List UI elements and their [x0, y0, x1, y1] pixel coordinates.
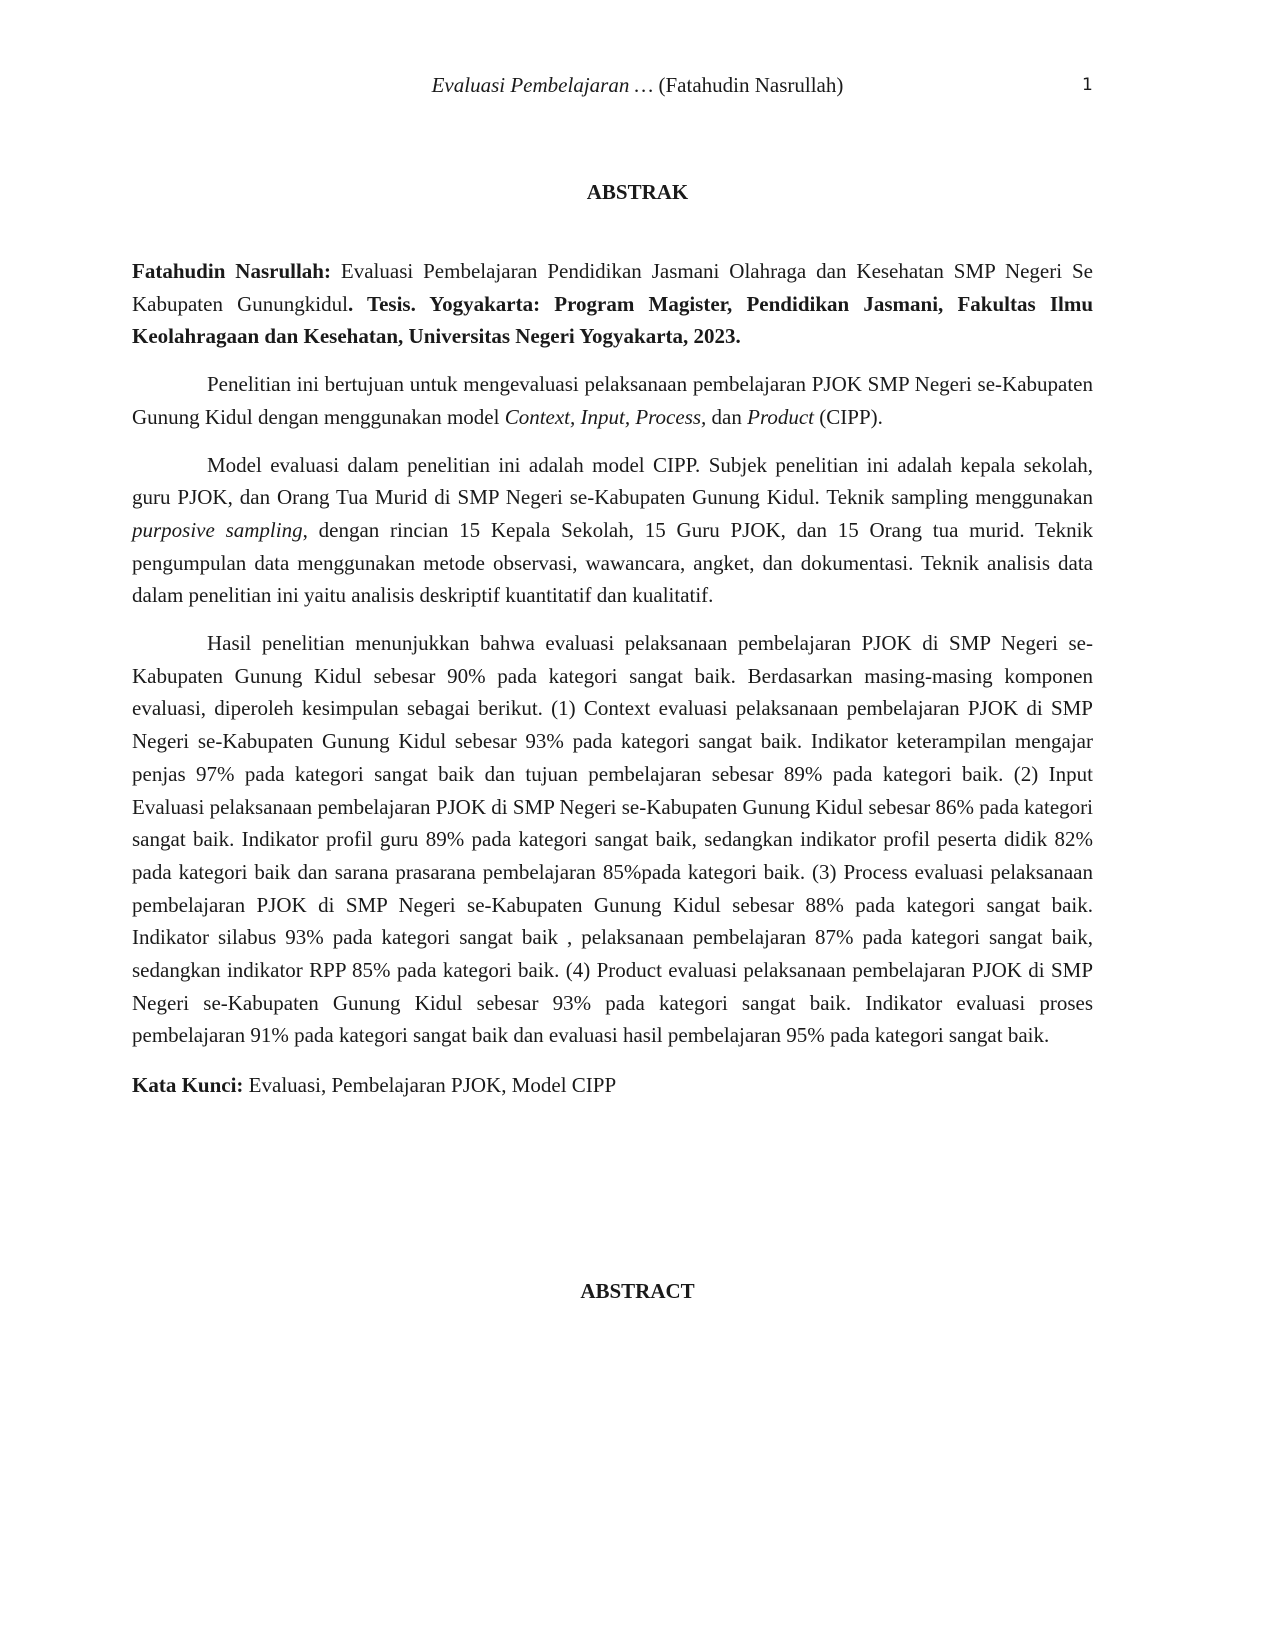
- citation-author: Fatahudin Nasrullah:: [132, 259, 331, 283]
- purpose-model-terms: Context, Input, Process,: [504, 404, 707, 429]
- purpose-text-conj: dan: [706, 404, 748, 429]
- abstract-paragraph-method: [132, 449, 1093, 613]
- keywords: [132, 1069, 1093, 1102]
- purpose-text-end: (CIPP).: [814, 404, 883, 429]
- keywords-value: Evaluasi, Pembelajaran PJOK, Model CIPP: [243, 1073, 617, 1098]
- method-text: Model evaluasi dalam penelitian ini adalah model CIPP. Subjek penelitian ini adalah kepala sekolah, guru PJOK, dan Orang Tua Murid di SMP Negeri se-Kabupaten Gunung Kidul. Teknik sampling menggunakan: [132, 452, 1093, 510]
- citation-title: Evaluasi Pembelajaran Pendidikan Jasmani Olahraga dan Kesehatan SMP Negeri Se Kabupaten Gunungkidul: [132, 259, 1093, 316]
- running-title: Evaluasi Pembelajaran …: [431, 73, 654, 97]
- abstrak-heading: ABSTRAK: [586, 180, 689, 204]
- citation-publication: . Tesis. Yogyakarta: Program Magister, Pendidikan Jasmani, Fakultas Ilmu Keolahragaan dan Kesehatan, Universitas Negeri Yogyakarta, 2023.: [132, 291, 1094, 349]
- page-number: 1: [1082, 75, 1093, 95]
- abstract-heading: ABSTRACT: [580, 1279, 695, 1303]
- citation: [132, 255, 1093, 353]
- method-sampling-term: purposive sampling: [132, 517, 303, 542]
- purpose-model-product: Product: [747, 404, 815, 429]
- method-text-end: , dengan rincian 15 Kepala Sekolah, 15 Guru PJOK, dan 15 Orang tua murid. Teknik pengumpulan data menggunakan metode observasi, wawancara, angket, dan dokumentasi. Teknik analisis data dalam penelitian ini yaitu analisis deskriptif kuantitatif dan kualitatif.: [132, 517, 1094, 608]
- abstract-paragraph-results: Hasil penelitian menunjukkan bahwa evaluasi pelaksanaan pembelajaran PJOK di SMP Negeri se-Kabupaten Gunung Kidul sebesar 90% pada kategori sangat baik. Berdasarkan masing-masing komponen evaluasi, diperoleh kesimpulan sebagai berikut. (1) Context evaluasi pelaksanaan pembelajaran PJOK di SMP Negeri se-Kabupaten Gunung Kidul sebesar 93% pada kategori sangat baik. Indikator keterampilan mengajar penjas 97% pada kategori sangat baik dan tujuan pembelajaran sebesar 89% pada kategori baik. (2) Input Evaluasi pelaksanaan pembelajaran PJOK di SMP Negeri se-Kabupaten Gunung Kidul sebesar 86% pada kategori sangat baik. Indikator profil guru 89% pada kategori sangat baik, sedangkan indikator profil peserta didik 82% pada kategori baik dan sarana prasarana pembelajaran 85%pada kategori baik. (3) Process evaluasi pelaksanaan pembelajaran PJOK di SMP Negeri se-Kabupaten Gunung Kidul sebesar 88% pada kategori sangat baik. Indikator silabus 93% pada kategori sangat baik , pelaksanaan pembelajaran 87% pada kategori sangat baik, sedangkan indikator RPP 85% pada kategori baik. (4) Product evaluasi pelaksanaan pembelajaran PJOK di SMP Negeri se-Kabupaten Gunung Kidul sebesar 93% pada kategori sangat baik. Indikator evaluasi proses pembelajaran 91% pada kategori sangat baik dan evaluasi hasil pembelajaran 95% pada kategori sangat baik.: [132, 631, 1093, 1048]
- abstrak-body: [132, 255, 1093, 1102]
- running-author: (Fatahudin Nasrullah): [658, 73, 844, 97]
- abstract-paragraph-purpose: [132, 368, 1093, 433]
- purpose-text: Penelitian ini bertujuan untuk mengevaluasi pelaksanaan pembelajaran PJOK SMP Negeri se-Kabupaten Gunung Kidul dengan menggunakan model: [132, 372, 1093, 429]
- keywords-label: Kata Kunci:: [132, 1073, 244, 1098]
